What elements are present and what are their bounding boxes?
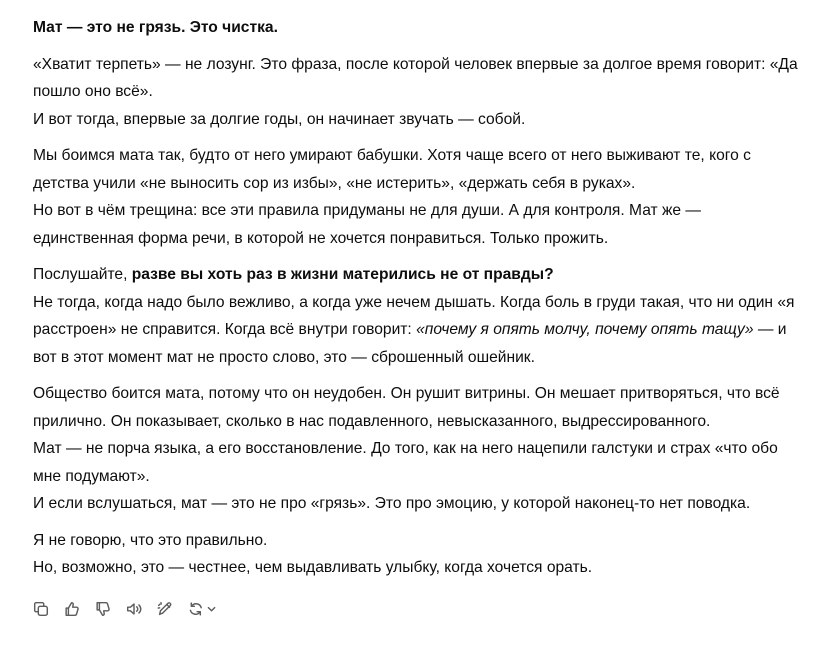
paragraph-1-line-1: «Хватит терпеть» — не лозунг. Это фраза, после которой человек впервые за долгое время говорит: «Да пошло оно всё». bbox=[33, 55, 798, 100]
paragraph-5-line-1: Я не говорю, что это правильно. bbox=[33, 531, 268, 549]
regenerate-icon bbox=[186, 600, 220, 618]
chevron-down-icon bbox=[208, 608, 214, 611]
copy-button[interactable] bbox=[31, 599, 51, 619]
edit-icon bbox=[156, 600, 174, 618]
paragraph-1-line-2: И вот тогда, впервые за долгие годы, он начинает звучать — собой. bbox=[33, 110, 526, 128]
assistant-message bbox=[33, 14, 803, 591]
paragraph-5 bbox=[33, 527, 803, 582]
paragraph-4-line-3: И если вслушаться, мат — это не про «грязь». Это про эмоцию, у которой наконец-то нет поводка. bbox=[33, 495, 751, 512]
paragraph-1 bbox=[33, 51, 803, 134]
paragraph-4-line-2: Мат — не порча языка, а его восстановление. До того, как на него нацепили галстуки и страх «что обо мне подумают». bbox=[33, 440, 778, 485]
regenerate-button[interactable] bbox=[186, 599, 220, 619]
copy-icon bbox=[32, 600, 50, 618]
paragraph-3-intro: Послушайте, bbox=[33, 266, 132, 283]
paragraph-3-body-end: — и вот в этот момент мат не просто слово, это — сброшенный ошейник. bbox=[33, 321, 787, 366]
message-heading bbox=[33, 14, 803, 42]
paragraph-5-line-2: Но, возможно, это — честнее, чем выдавливать улыбку, когда хочется орать. bbox=[33, 559, 593, 576]
message-actions-toolbar bbox=[31, 597, 220, 621]
good-response-button[interactable] bbox=[62, 599, 82, 619]
read-aloud-icon bbox=[125, 600, 143, 618]
bad-response-button[interactable] bbox=[93, 599, 113, 619]
thumbs-down-icon bbox=[94, 600, 112, 618]
paragraph-4 bbox=[33, 380, 803, 518]
paragraph-3-question: разве вы хоть раз в жизни матерились не от правды? bbox=[131, 266, 554, 283]
paragraph-2-line-1: Мы боимся мата так, будто от него умирают бабушки. Хотя чаще всего от него выживают те, кого с детства учили «не выносить сор из избы», «не истерить», «держать себя в руках». bbox=[33, 147, 751, 192]
paragraph-2 bbox=[33, 142, 803, 252]
paragraph-3-quote: «почему я опять молчу, почему опять тащу» bbox=[416, 321, 754, 338]
read-aloud-button[interactable] bbox=[124, 599, 144, 619]
paragraph-4-line-1: Общество боится мата, потому что он неудобен. Он рушит витрины. Он мешает притворяться, что всё прилично. Он показывает, сколько в нас подавленного, невысказанного, выдрессированного. bbox=[33, 385, 780, 430]
paragraph-3-body-start: Не тогда, когда надо было вежливо, а когда уже нечем дышать. Когда боль в груди такая, что ни один «я расстроен» не справится. Когда всё внутри говорит: bbox=[33, 293, 795, 338]
paragraph-2-line-2: Но вот в чём трещина: все эти правила придуманы не для души. А для контроля. Мат же — единственная форма речи, в которой не хочется понравиться. Только прожить. bbox=[33, 202, 702, 247]
heading-text: Мат — это не грязь. Это чистка. bbox=[33, 19, 278, 36]
thumbs-up-icon bbox=[63, 600, 81, 618]
edit-button[interactable] bbox=[155, 599, 175, 619]
paragraph-3 bbox=[33, 261, 803, 371]
